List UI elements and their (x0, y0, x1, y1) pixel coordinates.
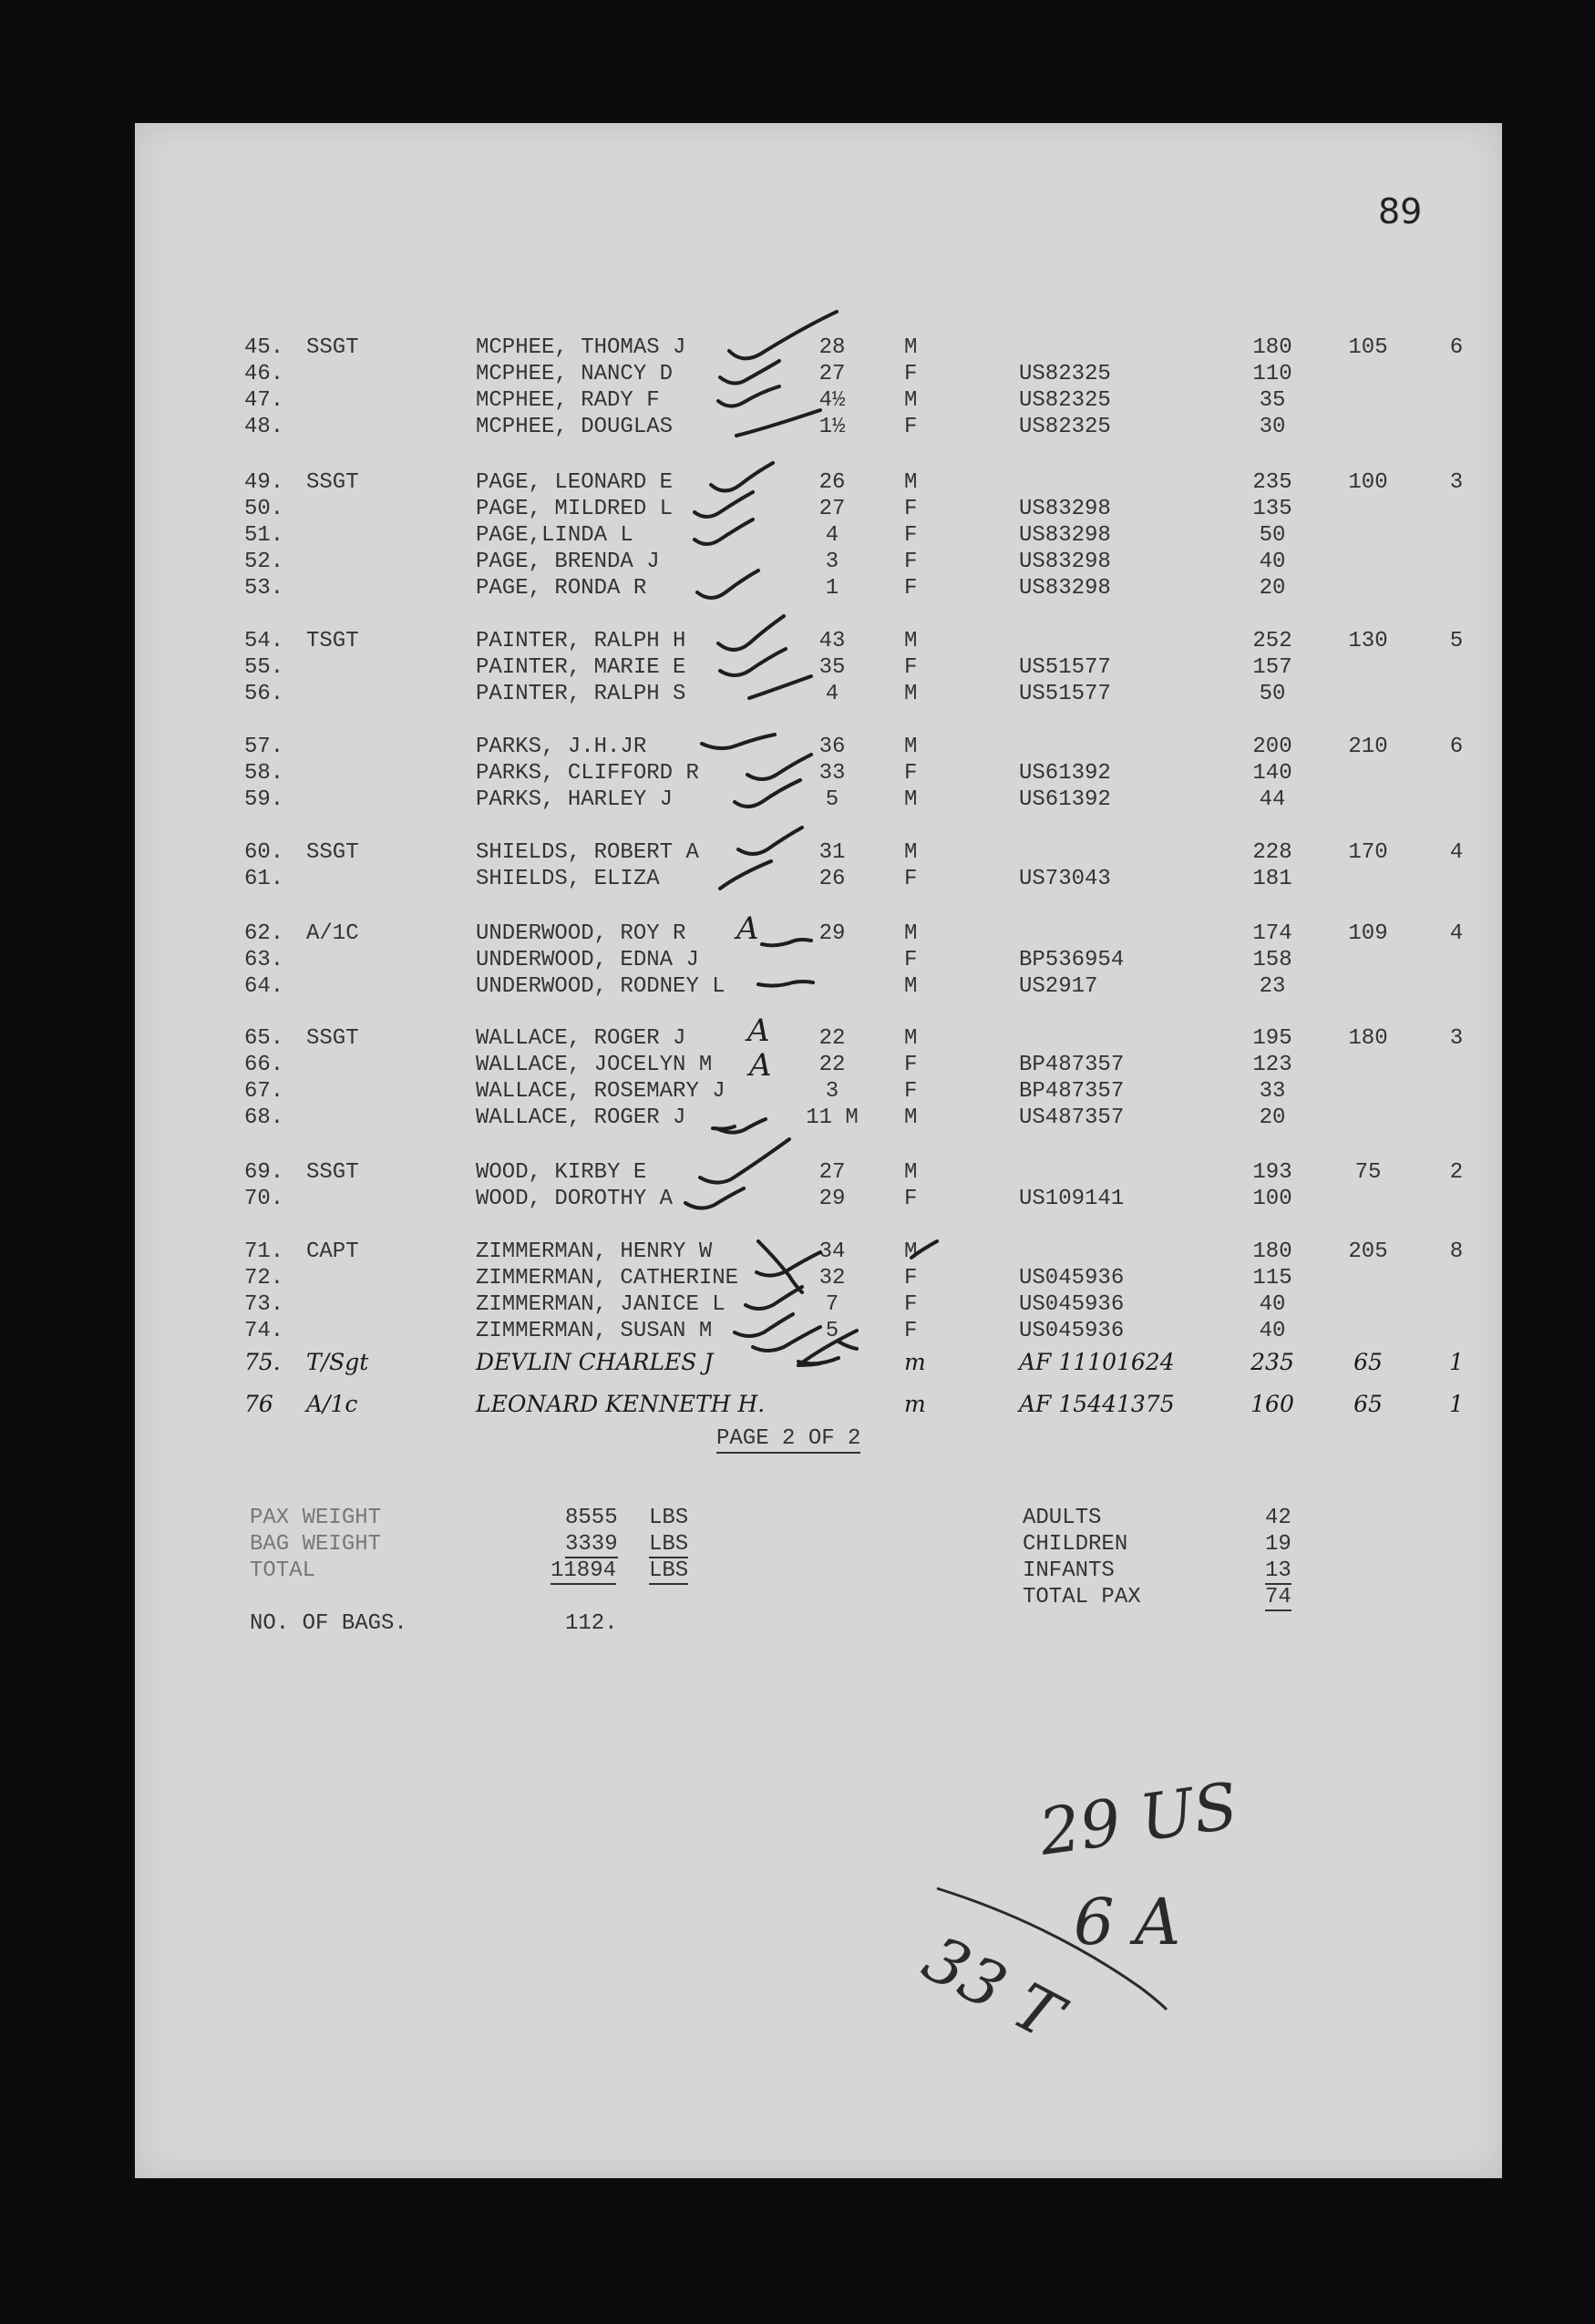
passenger-age: 3 (825, 550, 839, 574)
auditor-initials (734, 910, 772, 1084)
handwritten-sex: m (904, 1349, 926, 1375)
passenger-num: 52. (244, 550, 284, 574)
passenger-age: 1 (825, 576, 839, 601)
passenger-age: 33 (818, 761, 846, 786)
pax-weight-value: 8555 (565, 1506, 618, 1530)
passenger-id: US82325 (1019, 388, 1111, 413)
passenger-baggage: 105 (1348, 335, 1388, 360)
passenger-weight: 115 (1252, 1266, 1292, 1291)
adults-value: 42 (1265, 1506, 1291, 1530)
passenger-id: US83298 (1019, 523, 1111, 548)
page-number: 89 (1378, 191, 1423, 231)
passenger-name: UNDERWOOD, ROY R (476, 921, 686, 946)
check-marks (685, 312, 937, 1365)
handwritten-weight: 235 (1250, 1349, 1294, 1375)
passenger-baggage: 109 (1348, 921, 1388, 946)
passenger-num: 73. (244, 1292, 284, 1317)
passenger-name: WOOD, KIRBY E (476, 1160, 647, 1185)
passenger-weight: 180 (1252, 1239, 1292, 1264)
passenger-id: US2917 (1019, 974, 1098, 999)
passenger-name: WOOD, DOROTHY A (476, 1187, 674, 1211)
passenger-num: 69. (244, 1160, 284, 1185)
passenger-name: MCPHEE, THOMAS J (476, 335, 686, 360)
handwritten-bags: 1 (1449, 1391, 1464, 1417)
passenger-weight: 123 (1252, 1053, 1292, 1077)
pax-weight-label: PAX WEIGHT (250, 1506, 382, 1530)
passenger-age: 22 (818, 1026, 846, 1051)
passenger-baggage: 170 (1348, 840, 1388, 865)
passenger-rank: SSGT (306, 1160, 359, 1185)
passenger-name: PAINTER, RALPH S (476, 682, 686, 706)
bag-weight-label: BAG WEIGHT (250, 1532, 382, 1557)
passenger-age: 4 (825, 682, 839, 706)
passenger-sex: M (904, 921, 918, 946)
passenger-sex: M (904, 682, 918, 706)
svg-text:A: A (747, 1013, 770, 1049)
passenger-name: PAINTER, MARIE E (476, 655, 686, 680)
passenger-rank: SSGT (306, 470, 359, 495)
children-label: CHILDREN (1023, 1532, 1128, 1557)
handwritten-name: DEVLIN CHARLES J (476, 1349, 714, 1375)
passenger-sex: F (904, 1319, 918, 1343)
passenger-id: US045936 (1019, 1292, 1125, 1317)
passenger-sex: F (904, 1266, 918, 1291)
passenger-weight: 33 (1259, 1079, 1286, 1104)
passenger-rank: SSGT (306, 840, 359, 865)
passenger-sex: M (904, 735, 918, 759)
passenger-num: 72. (244, 1266, 284, 1291)
passenger-id: BP487357 (1019, 1053, 1125, 1077)
passenger-age: 4 (825, 523, 839, 548)
handwritten-id: AF 11101624 (1019, 1349, 1175, 1375)
handwritten-rank: T/Sgt (306, 1349, 369, 1375)
passenger-age: 5 (825, 1319, 839, 1343)
passenger-name: PAGE, LEONARD E (476, 470, 674, 495)
passenger-age: 5 (825, 787, 839, 812)
passenger-name: SHIELDS, ROBERT A (476, 840, 699, 865)
bags-count-label: NO. OF BAGS. (250, 1611, 407, 1636)
passenger-sex: M (904, 1105, 918, 1130)
passenger-rank: SSGT (306, 1026, 359, 1051)
total-weight-value: 11894 (551, 1558, 617, 1583)
passenger-num: 67. (244, 1079, 284, 1104)
children-value: 19 (1265, 1532, 1291, 1557)
passenger-sex: F (904, 576, 918, 601)
handwritten-baggage: 65 (1353, 1391, 1383, 1417)
passenger-age: 27 (818, 497, 846, 521)
passenger-age: 29 (818, 921, 846, 946)
handwritten-name: LEONARD KENNETH H. (476, 1391, 766, 1417)
passenger-rank: SSGT (306, 335, 359, 360)
handwritten-weight: 160 (1250, 1391, 1294, 1417)
passenger-weight: 135 (1252, 497, 1292, 521)
passenger-age: 3 (825, 1079, 839, 1104)
passenger-name: ZIMMERMAN, HENRY W (476, 1239, 713, 1264)
bag-weight-unit: LBS (649, 1532, 689, 1557)
passenger-sex: F (904, 1053, 918, 1077)
passenger-name: ZIMMERMAN, CATHERINE (476, 1266, 739, 1291)
handwritten-baggage: 65 (1353, 1349, 1383, 1375)
passenger-weight: 23 (1259, 974, 1286, 999)
passenger-bags: 3 (1449, 1026, 1464, 1051)
passenger-age: 32 (818, 1266, 846, 1291)
passenger-bags: 3 (1449, 470, 1464, 495)
passenger-sex: F (904, 948, 918, 972)
passenger-age: 26 (818, 470, 846, 495)
passenger-sex: M (904, 388, 918, 413)
passenger-baggage: 210 (1348, 735, 1388, 759)
passenger-age: 22 (818, 1053, 846, 1077)
adults-label: ADULTS (1023, 1506, 1102, 1530)
passenger-id: US82325 (1019, 415, 1111, 439)
passenger-rank: CAPT (306, 1239, 359, 1264)
passenger-name: WALLACE, JOCELYN M (476, 1053, 713, 1077)
passenger-sex: M (904, 1239, 918, 1264)
passenger-age: 1½ (818, 415, 846, 439)
passenger-weight: 174 (1252, 921, 1292, 946)
passenger-id: US51577 (1019, 682, 1111, 706)
passenger-id: US73043 (1019, 867, 1111, 891)
passenger-num: 49. (244, 470, 284, 495)
passenger-name: MCPHEE, NANCY D (476, 362, 674, 386)
passenger-name: ZIMMERMAN, JANICE L (476, 1292, 725, 1317)
passenger-num: 60. (244, 840, 284, 865)
passenger-num: 56. (244, 682, 284, 706)
handwritten-bags: 1 (1449, 1349, 1464, 1375)
passenger-name: UNDERWOOD, RODNEY L (476, 974, 725, 999)
passenger-num: 45. (244, 335, 284, 360)
passenger-sex: F (904, 1187, 918, 1211)
passenger-weight: 180 (1252, 335, 1292, 360)
passenger-name: PARKS, HARLEY J (476, 787, 674, 812)
passenger-name: PAGE, RONDA R (476, 576, 647, 601)
passenger-name: WALLACE, ROSEMARY J (476, 1079, 725, 1104)
passenger-rank: TSGT (306, 629, 359, 653)
passenger-sex: M (904, 629, 918, 653)
passenger-age: 36 (818, 735, 846, 759)
passenger-sex: F (904, 867, 918, 891)
passenger-num: 50. (244, 497, 284, 521)
passenger-age: 4½ (818, 388, 846, 413)
passenger-weight: 195 (1252, 1026, 1292, 1051)
passenger-id: BP487357 (1019, 1079, 1125, 1104)
passenger-num: 57. (244, 735, 284, 759)
passenger-id: US61392 (1019, 761, 1111, 786)
passenger-age: 7 (825, 1292, 839, 1317)
passenger-id: US83298 (1019, 576, 1111, 601)
passenger-weight: 252 (1252, 629, 1292, 653)
handwritten-rank: A/1c (306, 1391, 358, 1417)
page-footer: PAGE 2 OF 2 (716, 1426, 860, 1454)
passenger-bags: 6 (1449, 735, 1464, 759)
passenger-name: WALLACE, ROGER J (476, 1026, 686, 1051)
passenger-age: 28 (818, 335, 846, 360)
passenger-num: 74. (244, 1319, 284, 1343)
passenger-num: 64. (244, 974, 284, 999)
pax-weight-unit: LBS (649, 1506, 689, 1530)
passenger-sex: F (904, 655, 918, 680)
svg-text:A: A (749, 1047, 772, 1084)
passenger-num: 68. (244, 1105, 284, 1130)
passenger-id: US045936 (1019, 1319, 1125, 1343)
passenger-id: US61392 (1019, 787, 1111, 812)
passenger-bags: 4 (1449, 921, 1464, 946)
passenger-age: 27 (818, 362, 846, 386)
passenger-name: PARKS, CLIFFORD R (476, 761, 699, 786)
total-weight-label: TOTAL (250, 1558, 316, 1583)
passenger-num: 51. (244, 523, 284, 548)
passenger-name: SHIELDS, ELIZA (476, 867, 660, 891)
passenger-sex: F (904, 523, 918, 548)
passenger-weight: 140 (1252, 761, 1292, 786)
passenger-weight: 30 (1259, 415, 1286, 439)
infants-label: INFANTS (1023, 1558, 1115, 1583)
passenger-id: BP536954 (1019, 948, 1125, 972)
passenger-sex: F (904, 550, 918, 574)
passenger-sex: M (904, 787, 918, 812)
passenger-num: 58. (244, 761, 284, 786)
passenger-num: 62. (244, 921, 284, 946)
passenger-baggage: 130 (1348, 629, 1388, 653)
passenger-name: PARKS, J.H.JR (476, 735, 647, 759)
passenger-num: 66. (244, 1053, 284, 1077)
passenger-bags: 6 (1449, 335, 1464, 360)
passenger-name: MCPHEE, DOUGLAS (476, 415, 674, 439)
passenger-name: ZIMMERMAN, SUSAN M (476, 1319, 713, 1343)
passenger-num: 47. (244, 388, 284, 413)
passenger-weight: 110 (1252, 362, 1292, 386)
passenger-num: 48. (244, 415, 284, 439)
passenger-num: 54. (244, 629, 284, 653)
passenger-num: 61. (244, 867, 284, 891)
note-line-3: 33 T (911, 1920, 1075, 2055)
passenger-weight: 50 (1259, 682, 1286, 706)
passenger-name: PAINTER, RALPH H (476, 629, 686, 653)
bag-weight-value: 3339 (565, 1532, 618, 1557)
handwritten-sex: m (904, 1391, 926, 1417)
passenger-baggage: 205 (1348, 1239, 1388, 1264)
passenger-weight: 35 (1259, 388, 1286, 413)
passenger-sex: F (904, 1292, 918, 1317)
passenger-weight: 100 (1252, 1187, 1292, 1211)
passenger-sex: F (904, 1079, 918, 1104)
passenger-name: MCPHEE, RADY F (476, 388, 660, 413)
passenger-weight: 20 (1259, 1105, 1286, 1130)
total-pax-value: 74 (1265, 1585, 1291, 1609)
passenger-name: PAGE, BRENDA J (476, 550, 660, 574)
passenger-age: 31 (818, 840, 846, 865)
passenger-weight: 40 (1259, 550, 1286, 574)
passenger-num: 59. (244, 787, 284, 812)
passenger-weight: 20 (1259, 576, 1286, 601)
passenger-sex: M (904, 470, 918, 495)
passenger-id: US109141 (1019, 1187, 1125, 1211)
passenger-weight: 157 (1252, 655, 1292, 680)
passenger-num: 53. (244, 576, 284, 601)
passenger-age: 29 (818, 1187, 846, 1211)
passenger-baggage: 100 (1348, 470, 1388, 495)
passenger-weight: 228 (1252, 840, 1292, 865)
passenger-bags: 2 (1449, 1160, 1464, 1185)
passenger-sex: M (904, 974, 918, 999)
passenger-id: US83298 (1019, 550, 1111, 574)
infants-value: 13 (1265, 1558, 1291, 1583)
passenger-weight: 44 (1259, 787, 1286, 812)
passenger-num: 46. (244, 362, 284, 386)
passenger-weight: 193 (1252, 1160, 1292, 1185)
total-pax-label: TOTAL PAX (1023, 1585, 1141, 1609)
passenger-age: 26 (818, 867, 846, 891)
passenger-weight: 40 (1259, 1319, 1286, 1343)
passenger-age: 27 (818, 1160, 846, 1185)
passenger-age: 43 (818, 629, 846, 653)
bags-count-value: 112. (565, 1611, 618, 1636)
handwritten-id: AF 15441375 (1019, 1391, 1175, 1417)
passenger-id: US82325 (1019, 362, 1111, 386)
passenger-sex: F (904, 415, 918, 439)
passenger-age: 35 (818, 655, 846, 680)
passenger-weight: 200 (1252, 735, 1292, 759)
passenger-sex: M (904, 1026, 918, 1051)
passenger-weight: 50 (1259, 523, 1286, 548)
passenger-sex: M (904, 335, 918, 360)
passenger-sex: F (904, 497, 918, 521)
passenger-weight: 235 (1252, 470, 1292, 495)
passenger-bags: 5 (1449, 629, 1464, 653)
passenger-weight: 181 (1252, 867, 1292, 891)
passenger-baggage: 75 (1354, 1160, 1382, 1185)
passenger-baggage: 180 (1348, 1026, 1388, 1051)
passenger-id: US487357 (1019, 1105, 1125, 1130)
passenger-id: US83298 (1019, 497, 1111, 521)
passenger-bags: 4 (1449, 840, 1464, 865)
passenger-name: PAGE,LINDA L (476, 523, 633, 548)
passenger-weight: 40 (1259, 1292, 1286, 1317)
svg-text:A: A (736, 910, 759, 947)
note-line-2: 6 A (1074, 1885, 1181, 1959)
passenger-name: WALLACE, ROGER J (476, 1105, 686, 1130)
passenger-sex: F (904, 362, 918, 386)
passenger-num: 70. (244, 1187, 284, 1211)
passenger-bags: 8 (1449, 1239, 1464, 1264)
passenger-name: PAGE, MILDRED L (476, 497, 674, 521)
passenger-id: US51577 (1019, 655, 1111, 680)
passenger-rank: A/1C (306, 921, 359, 946)
passenger-num: 71. (244, 1239, 284, 1264)
passenger-weight: 158 (1252, 948, 1292, 972)
passenger-age: 11 M (806, 1105, 859, 1130)
handwritten-num: 75. (244, 1349, 281, 1375)
passenger-id: US045936 (1019, 1266, 1125, 1291)
note-line-1: 29 US (1034, 1768, 1242, 1870)
passenger-num: 65. (244, 1026, 284, 1051)
total-weight-unit: LBS (649, 1558, 689, 1583)
passenger-sex: M (904, 840, 918, 865)
passenger-num: 63. (244, 948, 284, 972)
passenger-sex: F (904, 761, 918, 786)
passenger-sex: M (904, 1160, 918, 1185)
handwritten-num: 76 (244, 1391, 273, 1417)
passenger-age: 34 (818, 1239, 846, 1264)
passenger-name: UNDERWOOD, EDNA J (476, 948, 699, 972)
passenger-num: 55. (244, 655, 284, 680)
